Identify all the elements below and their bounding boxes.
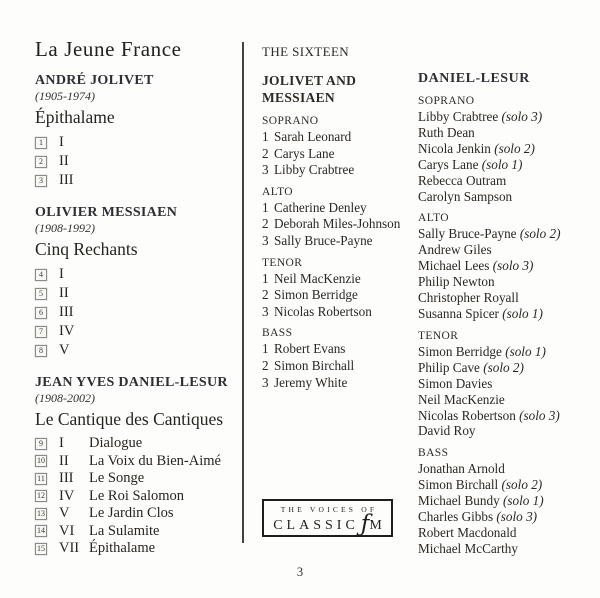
singer-name: Christopher Royall <box>418 290 519 306</box>
singer-row <box>418 541 593 557</box>
composer-block <box>35 72 240 190</box>
solo-note: (solo 1) <box>481 156 523 172</box>
track-number-box: 6 <box>35 307 47 319</box>
singer-name: Nicola Jenkin <box>418 140 491 156</box>
singer-name: Rebecca Outram <box>418 172 507 188</box>
logo-m-letter: M <box>369 518 382 533</box>
composer-dates: (1908-1992) <box>35 221 95 235</box>
singer-row <box>418 360 593 376</box>
track-number-box: 8 <box>35 345 47 357</box>
singer-number: 2 <box>262 357 269 373</box>
solo-note: (solo 2) <box>483 359 524 375</box>
singer-number: 2 <box>262 145 269 161</box>
logo-classic-word: CLASSIC <box>273 518 359 533</box>
track-row <box>35 453 240 471</box>
track-number-box: 4 <box>35 269 47 281</box>
singer-row <box>262 146 412 163</box>
singer-row <box>418 274 593 290</box>
singer-name: Michael McCarthy <box>418 540 518 556</box>
voice-label: BASS <box>418 447 449 460</box>
logo-classic-fm-text <box>264 511 391 537</box>
track-row <box>35 505 240 523</box>
singer-row <box>262 341 412 358</box>
track-title: Épithalame <box>89 540 156 557</box>
solo-note: (solo 1) <box>502 305 543 321</box>
singer-name: Simon Birchall <box>418 477 499 493</box>
singer-name: Deborah Miles-Johnson <box>274 216 401 232</box>
singer-name: Carolyn Sampson <box>418 188 513 204</box>
track-roman-numeral: VI <box>59 522 75 539</box>
singer-number: 3 <box>262 162 269 178</box>
daniel-lesur-column <box>418 70 593 557</box>
singer-row <box>262 233 412 250</box>
composer-block <box>35 374 240 558</box>
track-row <box>35 470 240 488</box>
track-number-box: 12 <box>37 491 45 501</box>
singer-name: Philip Cave <box>418 359 480 375</box>
singer-name: Philip Newton <box>418 274 495 290</box>
track-roman-numeral: V <box>59 505 70 522</box>
track-number-box: 3 <box>35 175 47 187</box>
track-title: Le Roi Salomon <box>89 487 185 504</box>
composer-name: JEAN YVES DANIEL-LESUR <box>35 375 228 390</box>
singer-row <box>262 287 412 304</box>
composers-list <box>35 72 240 558</box>
classic-fm-f-icon: ƒ <box>360 511 370 537</box>
track-row <box>35 523 240 541</box>
singer-row <box>418 141 593 157</box>
composer-name: OLIVIER MESSIAEN <box>35 205 178 220</box>
singer-row <box>262 200 412 217</box>
singer-number: 3 <box>262 374 269 390</box>
singer-row <box>262 162 412 179</box>
voice-label: ALTO <box>418 212 449 225</box>
track-roman-numeral: I <box>59 435 64 452</box>
singer-row <box>418 125 593 141</box>
singer-name: Andrew Giles <box>418 242 492 258</box>
track-roman-numeral: II <box>59 285 69 301</box>
solo-note: (solo 2) <box>501 477 543 493</box>
track-number-box: 7 <box>35 326 47 338</box>
track-number-box: 9 <box>35 438 47 450</box>
album-title: La Jeune France <box>35 37 182 61</box>
track-roman-numeral: I <box>59 134 64 150</box>
track-roman-numeral: III <box>59 172 74 188</box>
solo-note: (solo 1) <box>505 343 546 359</box>
singer-name: Nicolas Robertson <box>418 407 516 423</box>
singer-name: Sally Bruce-Payne <box>418 226 517 242</box>
singer-number: 2 <box>262 287 269 303</box>
singer-number: 1 <box>262 270 269 286</box>
composer-block <box>35 204 240 360</box>
singer-name: Simon Birchall <box>274 357 355 373</box>
singer-row <box>262 375 412 392</box>
singer-number: 1 <box>262 199 269 215</box>
singer-name: Carys Lane <box>274 145 335 161</box>
solo-note: (solo 1) <box>502 493 544 509</box>
singer-row <box>262 304 412 321</box>
solo-note: (solo 3) <box>492 258 534 274</box>
singer-number: 1 <box>262 129 269 144</box>
voice-label: BASS <box>262 327 293 340</box>
solo-note: (solo 3) <box>519 407 560 423</box>
track-number-box: 11 <box>35 473 47 485</box>
singer-row <box>262 129 412 146</box>
page-number: 3 <box>296 565 304 579</box>
singer-row <box>418 173 593 189</box>
track-row <box>35 435 240 453</box>
daniel-lesur-heading: DANIEL-LESUR <box>418 71 530 86</box>
track-roman-numeral: VII <box>59 540 80 557</box>
track-row <box>35 303 240 322</box>
track-number-box: 5 <box>35 288 47 300</box>
singer-number: 1 <box>262 341 269 357</box>
singer-row <box>418 157 593 173</box>
singer-name: Carys Lane <box>418 156 479 172</box>
composer-dates: (1908-2002) <box>35 391 95 405</box>
voice-label: SOPRANO <box>418 95 475 107</box>
singer-name: Sally Bruce-Payne <box>274 232 373 248</box>
program-heading <box>262 72 412 106</box>
singer-number: 3 <box>262 303 269 319</box>
singer-name: Simon Berridge <box>418 343 502 359</box>
track-roman-numeral: V <box>59 342 70 358</box>
ensemble-column <box>262 44 412 391</box>
composer-name: ANDRÉ JOLIVET <box>35 73 154 88</box>
voice-label: SOPRANO <box>262 115 319 127</box>
composer-dates: (1905-1974) <box>35 89 95 103</box>
singer-name: Michael Bundy <box>418 493 500 509</box>
track-number-box: 2 <box>35 156 47 168</box>
track-number-box: 15 <box>37 543 45 553</box>
work-title: Épithalame <box>35 107 115 127</box>
solo-note: (solo 3) <box>496 509 538 525</box>
singer-name: Catherine Denley <box>274 199 367 215</box>
work-title: Cinq Rechants <box>35 239 138 259</box>
singer-row <box>418 509 593 525</box>
track-row <box>35 133 240 152</box>
column-divider <box>242 42 244 543</box>
track-row <box>35 171 240 190</box>
solo-note: (solo 3) <box>501 109 543 124</box>
track-roman-numeral: I <box>59 266 64 282</box>
track-row <box>35 284 240 303</box>
singer-row <box>418 461 593 477</box>
track-title: Le Songe <box>89 470 145 487</box>
singer-row <box>418 344 593 360</box>
track-row <box>35 265 240 284</box>
track-roman-numeral: II <box>59 452 69 469</box>
singer-row <box>418 477 593 493</box>
track-number-box: 1 <box>35 137 47 149</box>
work-title: Le Cantique des Cantiques <box>35 409 224 429</box>
singer-number: 2 <box>262 216 269 232</box>
solo-note: (solo 2) <box>494 140 535 156</box>
singer-row <box>418 493 593 509</box>
track-row <box>35 540 240 558</box>
track-title: Dialogue <box>89 435 143 452</box>
jolivet-messiaen-lineup <box>262 114 412 391</box>
singer-row <box>418 408 593 424</box>
voice-label: TENOR <box>262 256 303 269</box>
singer-name: Sarah Leonard <box>274 129 352 144</box>
singer-name: Simon Berridge <box>274 287 358 303</box>
singer-row <box>418 226 593 242</box>
program-heading-line1: JOLIVET AND <box>262 73 357 88</box>
singer-row <box>418 109 593 125</box>
daniel-lesur-lineup <box>418 94 593 557</box>
singer-name: Jonathan Arnold <box>418 461 505 477</box>
singer-row <box>418 423 593 439</box>
voice-label: TENOR <box>418 329 459 342</box>
track-row <box>35 322 240 341</box>
singer-row <box>418 290 593 306</box>
track-roman-numeral: II <box>59 153 69 169</box>
singer-name: Ruth Dean <box>418 124 475 140</box>
singer-name: Michael Lees <box>418 258 490 274</box>
ensemble-name: THE SIXTEEN <box>262 44 350 59</box>
singer-row <box>418 189 593 205</box>
singer-name: Susanna Spicer <box>418 305 499 321</box>
singer-name: Libby Crabtree <box>274 162 355 178</box>
singer-name: Neil MacKenzie <box>274 270 361 286</box>
track-row <box>35 341 240 360</box>
track-roman-numeral: IV <box>59 323 75 339</box>
singer-name: Simon Davies <box>418 375 493 391</box>
voice-label: ALTO <box>262 185 293 198</box>
singer-name: Neil MacKenzie <box>418 391 505 407</box>
track-number-box: 14 <box>37 526 45 536</box>
singer-number: 3 <box>262 232 269 248</box>
singer-name: Libby Crabtree <box>418 109 499 124</box>
singer-row <box>418 392 593 408</box>
track-number-box: 10 <box>37 456 45 466</box>
singer-row <box>262 216 412 233</box>
logo-voices-of-text: THE VOICES OF <box>280 505 378 514</box>
track-number-box: 13 <box>37 508 45 518</box>
singer-name: Charles Gibbs <box>418 509 494 525</box>
track-roman-numeral: III <box>59 470 74 487</box>
singer-row <box>418 376 593 392</box>
singer-name: Nicolas Robertson <box>274 303 372 319</box>
track-title: Le Jardin Clos <box>89 505 174 522</box>
solo-note: (solo 2) <box>519 226 561 242</box>
track-roman-numeral: IV <box>59 487 75 504</box>
singer-name: Robert Evans <box>274 341 346 357</box>
singer-row <box>418 242 593 258</box>
tracklist-column <box>35 36 240 558</box>
singer-row <box>418 306 593 322</box>
singer-name: David Roy <box>418 423 476 439</box>
singer-row <box>262 271 412 288</box>
singer-name: Jeremy White <box>274 374 348 390</box>
singer-row <box>418 525 593 541</box>
track-roman-numeral: III <box>59 304 74 320</box>
classic-fm-logo <box>262 499 393 537</box>
track-title: La Sulamite <box>89 522 160 539</box>
track-row <box>35 488 240 506</box>
singer-row <box>418 258 593 274</box>
program-heading-line2: MESSIAEN <box>262 90 335 105</box>
singer-name: Robert Macdonald <box>418 524 517 540</box>
track-title: La Voix du Bien-Aimé <box>89 452 221 469</box>
singer-row <box>262 358 412 375</box>
track-row <box>35 152 240 171</box>
